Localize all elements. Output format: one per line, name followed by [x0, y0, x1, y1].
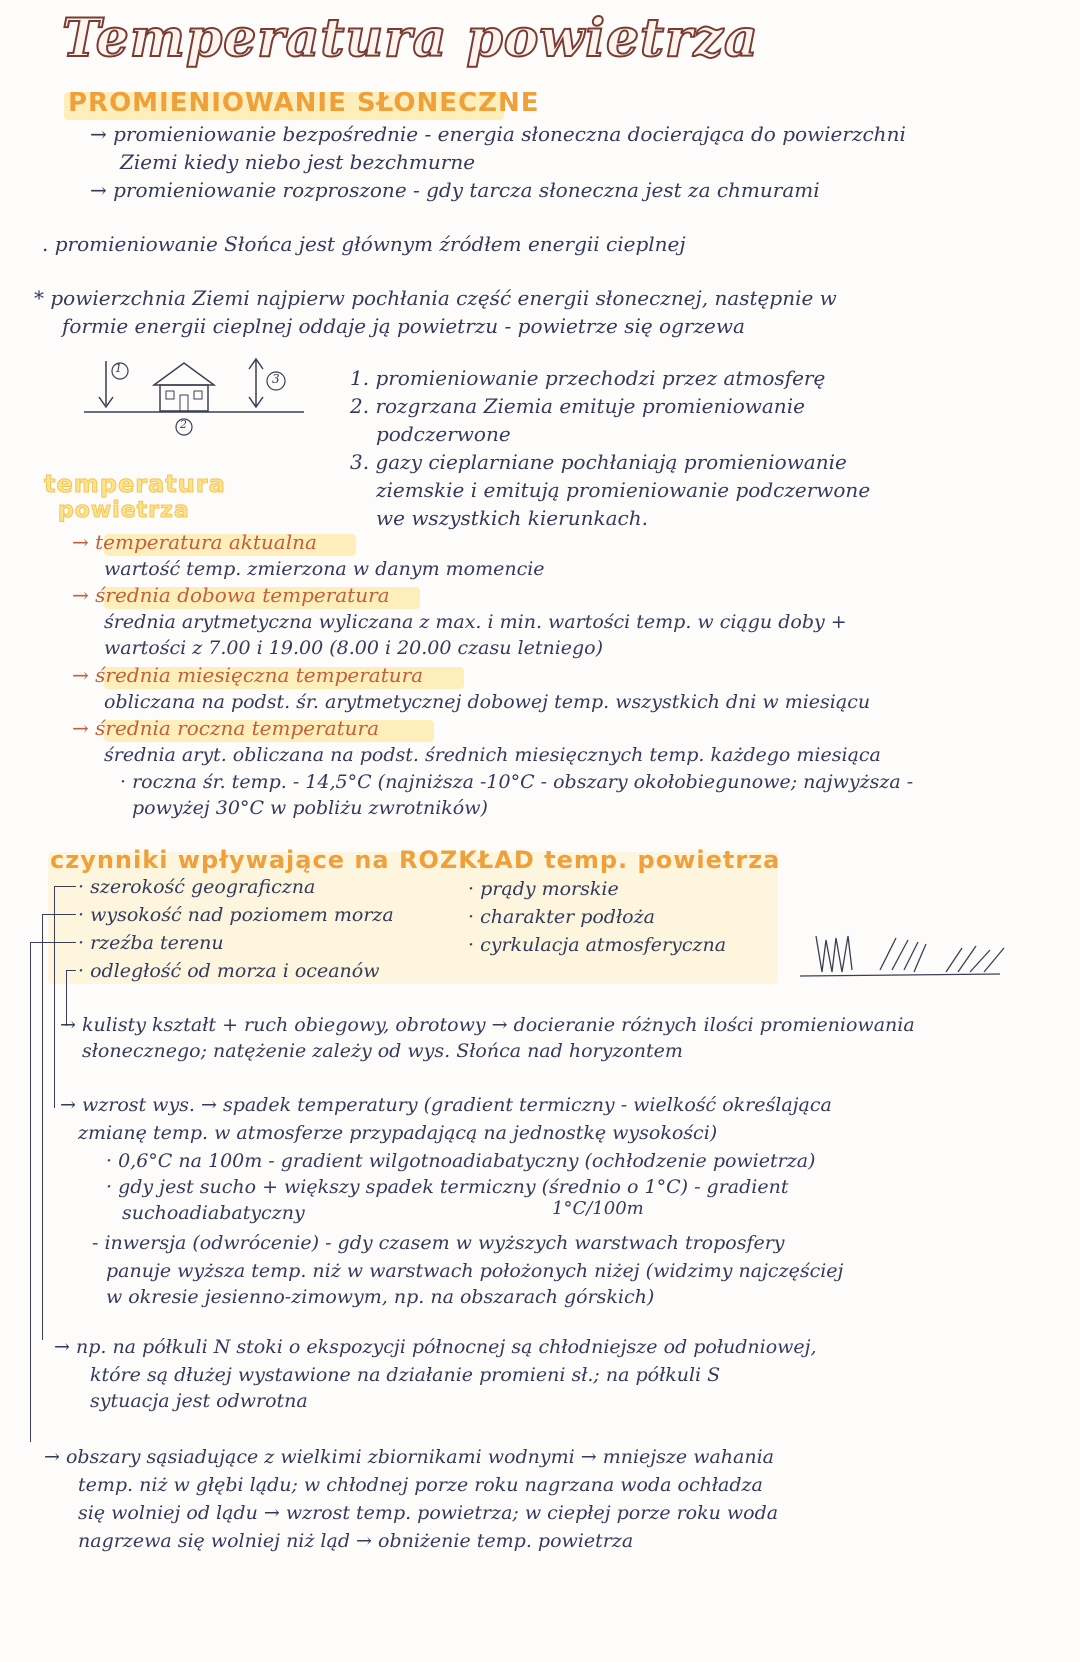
section-heading-temperature-2: powietrza — [58, 498, 190, 523]
radiation-note: formie energii cieplnej oddaje ją powietrzu - powietrze się ogrzewa — [62, 314, 745, 338]
factor-item: · charakter podłoża — [468, 906, 655, 928]
temp-definition: średnia aryt. obliczana na podst. średnich miesięcznych temp. każdego miesiąca — [104, 744, 881, 766]
step-line: podczerwone — [376, 422, 511, 446]
factor-detail: sytuacja jest odwrotna — [90, 1390, 308, 1412]
factor-item: · szerokość geograficzna — [78, 876, 316, 898]
factor-detail: słonecznego; natężenie zależy od wys. Słońca nad horyzontem — [82, 1040, 683, 1062]
radiation-note: * powierzchnia Ziemi najpierw pochłania część energii słonecznej, następnie w — [34, 286, 837, 310]
diagram-label-1: 1 — [115, 362, 122, 375]
section-heading-radiation: PROMIENIOWANIE SŁONECZNE — [68, 88, 540, 118]
connector-line — [54, 886, 76, 887]
radiation-line: → promieniowanie rozproszone - gdy tarcza słoneczna jest za chmurami — [90, 178, 820, 202]
section-heading-factors: czynniki wpływające na ROZKŁAD temp. powietrza — [50, 846, 781, 874]
temp-type-monthly: → średnia miesięczna temperatura — [72, 663, 424, 687]
factor-item: · wysokość nad poziomem morza — [78, 904, 394, 926]
factor-item: · prądy morskie — [468, 878, 619, 900]
factor-detail: → wzrost wys. → spadek temperatury (gradient termiczny - wielkość określająca — [60, 1094, 832, 1116]
scribble-decoration — [800, 930, 1020, 980]
factor-detail: które są dłużej wystawione na działanie promieni sł.; na półkuli S — [90, 1364, 721, 1386]
temp-type-current: → temperatura aktualna — [72, 530, 317, 554]
factor-item: · cyrkulacja atmosferyczna — [468, 934, 727, 956]
radiation-line: Ziemi kiedy niebo jest bezchmurne — [120, 150, 476, 174]
temp-type-daily: → średnia dobowa temperatura — [72, 583, 390, 607]
step-line: ziemskie i emitują promieniowanie podczerwone — [376, 478, 871, 502]
temp-definition: · roczna śr. temp. - 14,5°C (najniższa -10°C - obszary okołobiegunowe; najwyższa - — [120, 771, 914, 793]
factor-detail: nagrzewa się wolniej niż ląd → obniżenie temp. powietrza — [78, 1530, 634, 1552]
temp-definition: powyżej 30°C w pobliżu zwrotników) — [132, 797, 488, 819]
temp-definition: wartości z 7.00 i 19.00 (8.00 i 20.00 czasu letniego) — [104, 637, 604, 659]
factor-detail: się wolniej od lądu → wzrost temp. powietrza; w ciepłej porze roku woda — [78, 1502, 779, 1524]
factor-item: · rzeźba terenu — [78, 932, 224, 954]
factor-detail: panuje wyższa temp. niż w warstwach położonych niżej (widzimy najczęściej — [106, 1260, 844, 1282]
radiation-line: → promieniowanie bezpośrednie - energia słoneczna docierająca do powierzchni — [90, 122, 906, 146]
connector-line — [54, 886, 55, 1108]
diagram-label-2: 2 — [180, 418, 187, 431]
factor-detail: → kulisty kształt + ruch obiegowy, obrotowy → docieranie różnych ilości promieniowania — [60, 1014, 915, 1036]
factor-item: · odległość od morza i oceanów — [78, 960, 380, 982]
temp-definition: obliczana na podst. śr. arytmetycznej dobowej temp. wszystkich dni w miesiącu — [104, 691, 871, 713]
temp-type-annual: → średnia roczna temperatura — [72, 716, 380, 740]
factor-detail: w okresie jesienno-zimowym, np. na obszarach górskich) — [106, 1286, 655, 1308]
factor-detail: zmianę temp. w atmosferze przypadającą na jednostkę wysokości) — [78, 1122, 718, 1144]
connector-line — [30, 942, 31, 1442]
factor-detail: → np. na półkuli N stoki o ekspozycji północnej są chłodniejsze od południowej, — [54, 1336, 817, 1358]
step-line: 3. gazy cieplarniane pochłaniają promieniowanie — [350, 450, 847, 474]
diagram-label-3: 3 — [272, 372, 280, 386]
page-title: Temperatura powietrza — [62, 8, 759, 69]
section-heading-temperature: temperatura — [44, 470, 226, 498]
connector-line — [42, 914, 76, 915]
step-line: we wszystkich kierunkach. — [376, 506, 648, 530]
factor-detail: temp. niż w głębi lądu; w chłodnej porze roku nagrzana woda ochładza — [78, 1474, 763, 1496]
factor-detail: suchoadiabatyczny — [122, 1202, 305, 1224]
connector-line — [42, 914, 43, 1340]
factor-detail: · 0,6°C na 100m - gradient wilgotnoadiabatyczny (ochłodzenie powietrza) — [106, 1150, 816, 1172]
radiation-note: . promieniowanie Słońca jest głównym źródłem energii cieplnej — [42, 232, 686, 256]
step-line: 2. rozgrzana Ziemia emituje promieniowanie — [350, 394, 805, 418]
connector-line — [66, 970, 76, 971]
factor-detail: → obszary sąsiadujące z wielkimi zbiornikami wodnymi → mniejsze wahania — [44, 1446, 775, 1468]
factor-detail: 1°C/100m — [552, 1198, 644, 1219]
factor-detail: - inwersja (odwrócenie) - gdy czasem w wyższych warstwach troposfery — [92, 1232, 785, 1254]
step-line: 1. promieniowanie przechodzi przez atmosferę — [350, 366, 826, 390]
connector-line — [30, 942, 76, 943]
temp-definition: średnia arytmetyczna wyliczana z max. i min. wartości temp. w ciągu doby + — [104, 611, 847, 633]
factor-detail: · gdy jest sucho + większy spadek termiczny (średnio o 1°C) - gradient — [106, 1176, 789, 1198]
temp-definition: wartość temp. zmierzona w danym momencie — [104, 558, 545, 580]
